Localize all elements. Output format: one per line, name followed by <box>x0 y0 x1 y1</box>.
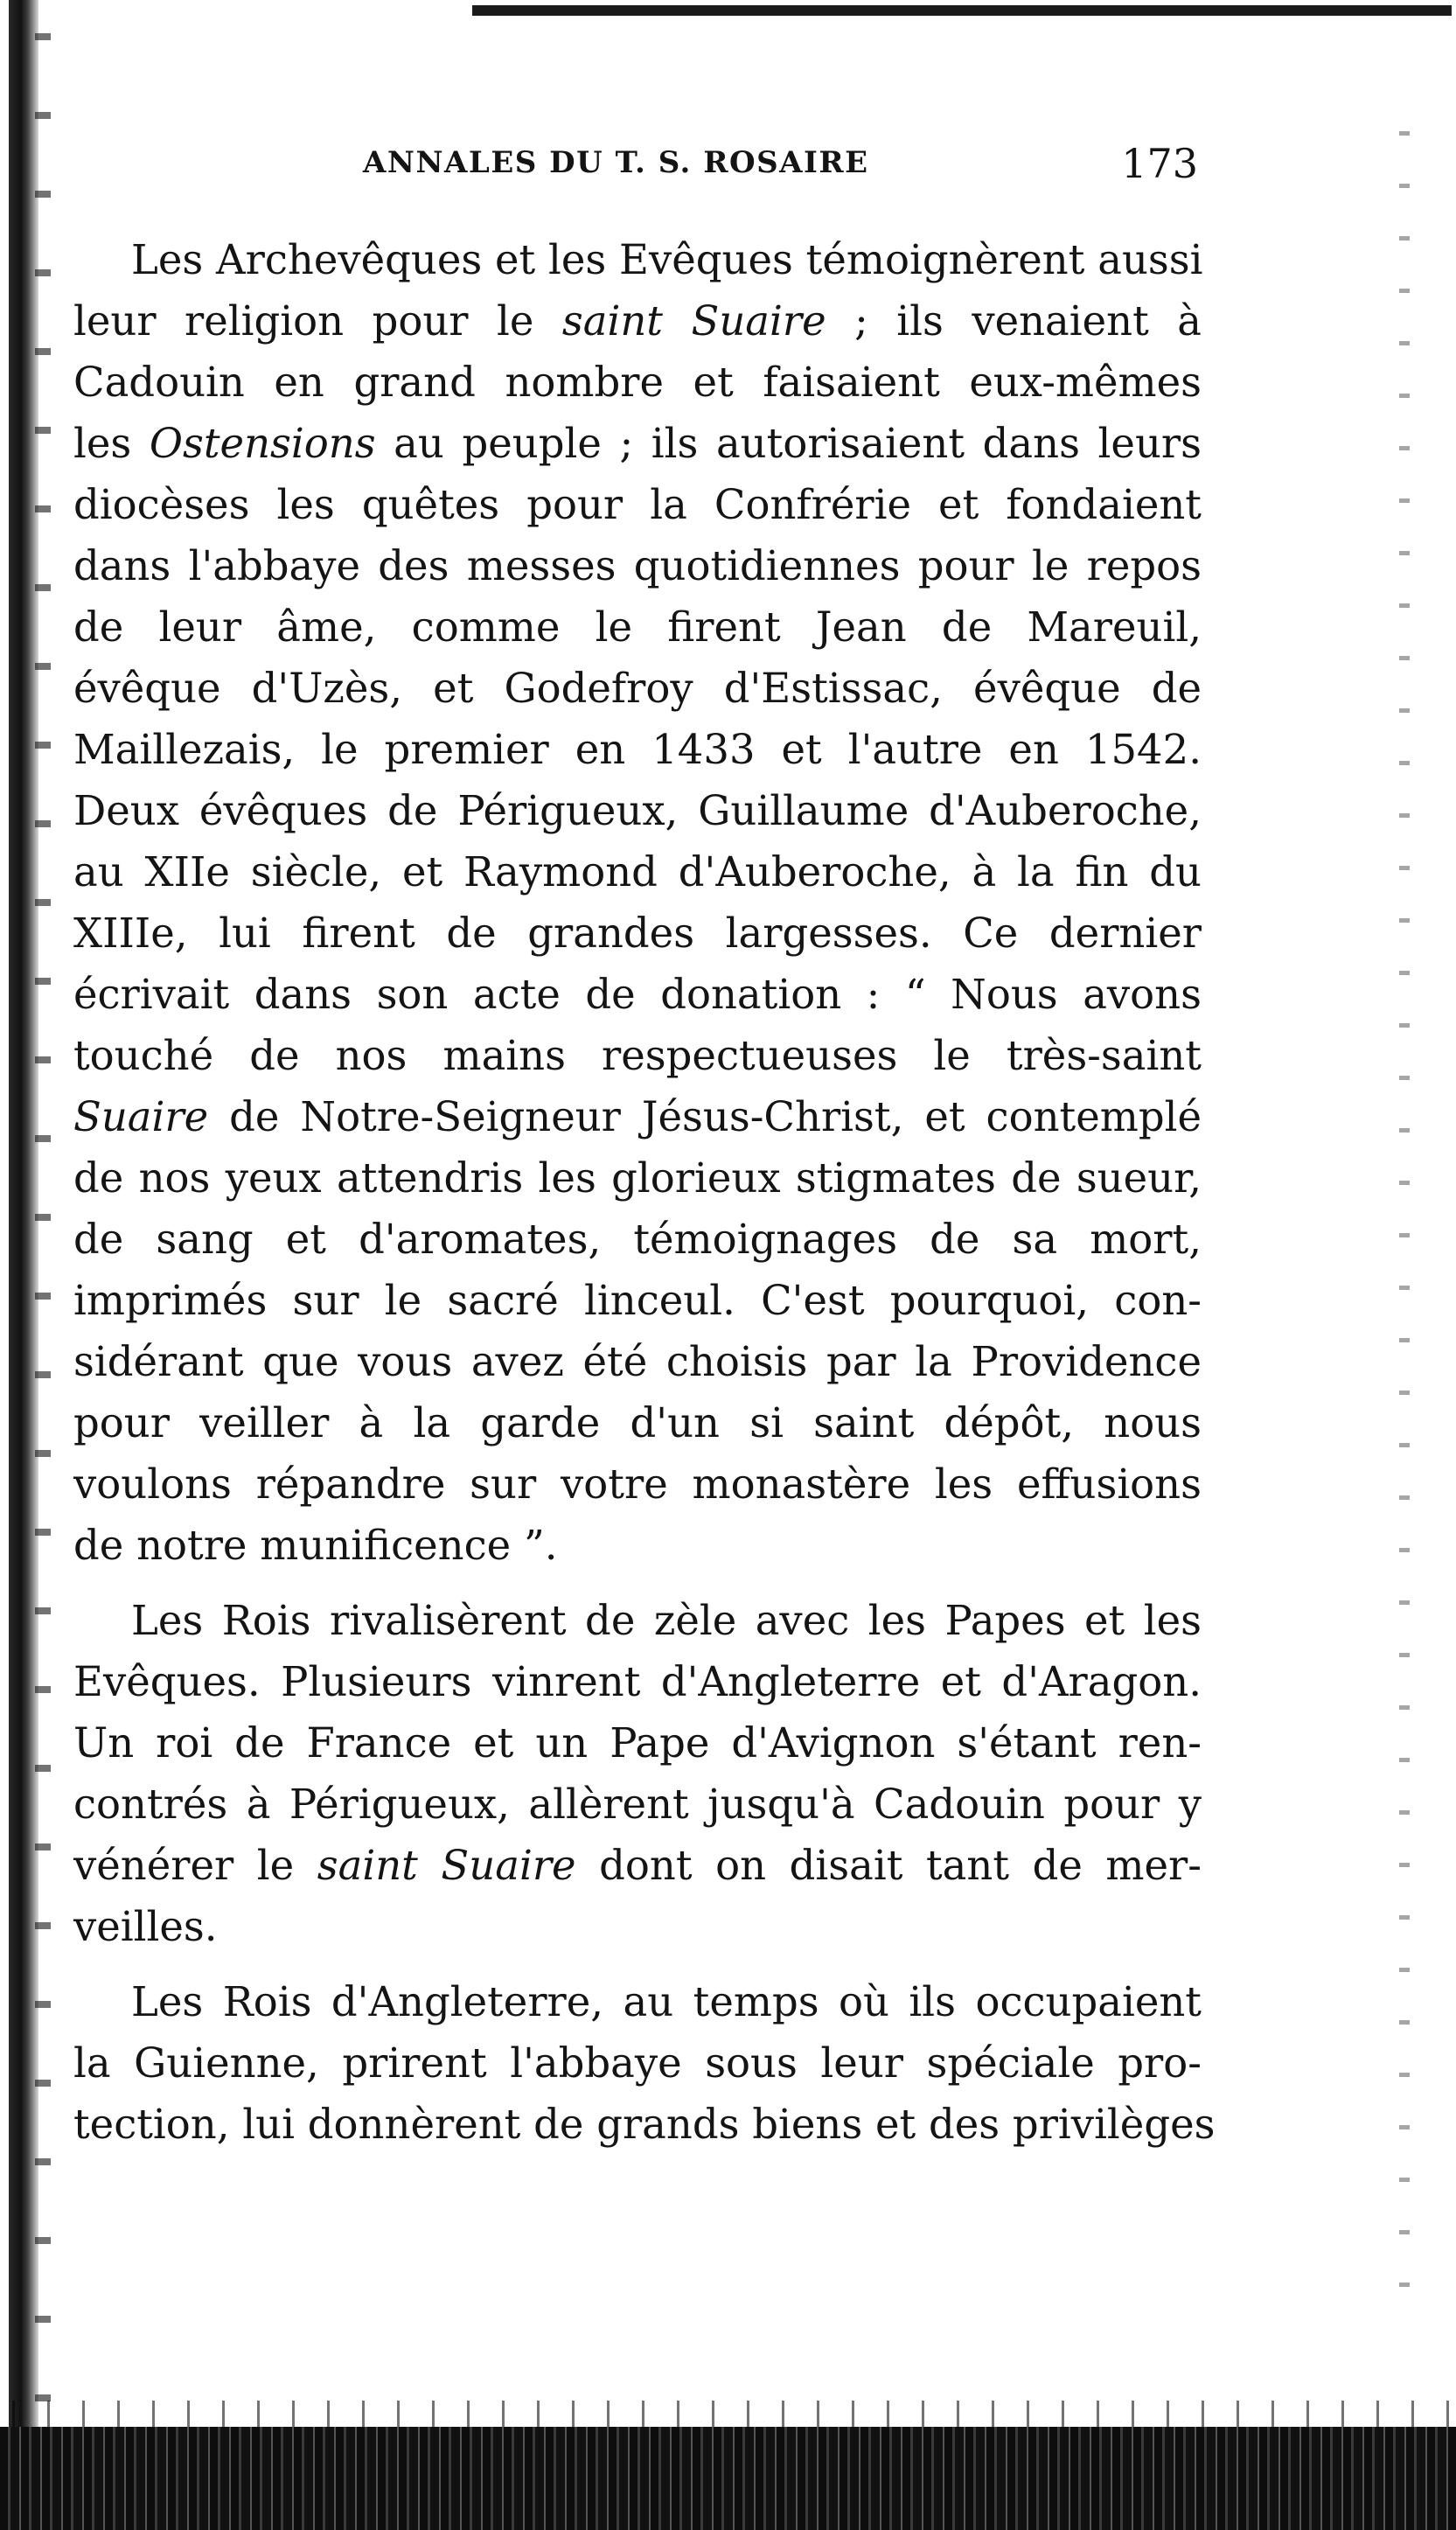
text-run: veilles. <box>73 1903 218 1950</box>
text-run: de sang et d'aromates, témoignages de sa mort, <box>73 1216 1202 1263</box>
paragraph <box>73 1971 1216 2155</box>
italic-phrase: Ostensions <box>149 420 376 467</box>
text-run: sidérant que vous avez été choisis par la Providence <box>73 1338 1202 1385</box>
text-run: Deux évêques de Périgueux, Guillaume d'Auberoche, <box>73 787 1202 834</box>
top-border-rule <box>472 5 1452 16</box>
text-line <box>73 1331 1202 1392</box>
text-run: de Notre-Seigneur Jésus-Christ, et contemplé <box>208 1093 1202 1140</box>
text-run: contrés à Périgueux, allèrent jusqu'à Cadouin pour y <box>73 1781 1202 1828</box>
text-line <box>73 2094 1216 2155</box>
text-run: touché de nos mains respectueuses le très-saint <box>73 1032 1202 1079</box>
page-number: 173 <box>1121 140 1198 187</box>
text-line <box>73 535 1202 596</box>
text-line <box>73 1835 1202 1896</box>
text-line <box>73 1392 1202 1453</box>
text-run: dont on disait tant de mer- <box>575 1842 1202 1889</box>
text-line <box>73 596 1202 658</box>
text-run: de notre munificence ”. <box>73 1522 558 1569</box>
text-run: Evêques. Plusieurs vinrent d'Angleterre et d'Aragon. <box>73 1658 1202 1705</box>
text-run: XIIIe, lui firent de grandes largesses. Ce dernier <box>73 910 1202 957</box>
italic-phrase: Suaire <box>73 1093 209 1140</box>
text-line <box>73 1025 1202 1086</box>
text-run: au peuple ; ils autorisaient dans leurs <box>375 420 1202 467</box>
left-edge-scan-noise <box>35 0 51 2530</box>
right-margin-specks <box>1399 131 1410 2317</box>
bottom-edge-fringe <box>0 2401 1456 2430</box>
text-line <box>73 1712 1202 1774</box>
text-run: pour veiller à la garde d'un si saint dépôt, nous <box>73 1399 1202 1446</box>
text-run: écrivait dans son acte de donation : “ Nous avons <box>73 971 1202 1018</box>
text-run: ; ils venaient à <box>826 297 1202 345</box>
text-run: voulons répandre sur votre monastère les effusions <box>73 1460 1202 1508</box>
text-run: évêque d'Uzès, et Godefroy d'Estissac, évêque de <box>73 665 1202 712</box>
text-line <box>73 1209 1202 1270</box>
paragraph <box>73 229 1202 1576</box>
text-run: imprimés sur le sacré linceul. C'est pourquoi, con- <box>73 1277 1202 1324</box>
text-run: les <box>73 420 150 467</box>
text-line <box>73 352 1202 413</box>
text-line <box>73 1147 1202 1209</box>
text-line <box>73 2032 1202 2094</box>
text-line <box>73 964 1202 1025</box>
text-line <box>73 780 1202 841</box>
text-line <box>73 1270 1202 1331</box>
text-line <box>73 1590 1202 1651</box>
paragraph-gap <box>73 1576 1202 1590</box>
text-run: la Guienne, prirent l'abbaye sous leur spéciale pro- <box>73 2039 1202 2087</box>
text-line <box>73 1896 1202 1957</box>
text-run: de nos yeux attendris les glorieux stigmates de sueur, <box>73 1154 1202 1202</box>
text-run: Les Rois rivalisèrent de zèle avec les Papes et les <box>131 1597 1202 1644</box>
running-title: ANNALES DU T. S. ROSAIRE <box>363 145 869 180</box>
italic-phrase: saint Suaire <box>317 1842 576 1889</box>
text-run: Un roi de France et un Pape d'Avignon s'étant ren- <box>73 1719 1202 1767</box>
text-line <box>73 1453 1202 1515</box>
text-line <box>73 474 1202 535</box>
text-line <box>73 658 1202 719</box>
text-run: Maillezais, le premier en 1433 et l'autre en 1542. <box>73 726 1202 773</box>
text-run: au XIIe siècle, et Raymond d'Auberoche, à la fin du <box>73 848 1202 896</box>
text-run: Cadouin en grand nombre et faisaient eux-mêmes <box>73 359 1202 406</box>
text-line <box>73 1774 1202 1835</box>
left-page-edge <box>0 0 38 2530</box>
paragraph <box>73 1590 1202 1957</box>
text-line <box>73 1086 1202 1147</box>
text-line <box>73 290 1202 352</box>
bottom-page-edge <box>0 2427 1456 2530</box>
text-line <box>73 413 1202 474</box>
italic-phrase: saint Suaire <box>561 297 826 345</box>
text-line <box>73 1515 1202 1576</box>
text-run: Les Rois d'Angleterre, au temps où ils occupaient <box>131 1978 1202 2025</box>
text-line <box>73 841 1202 903</box>
page-header <box>363 140 1198 192</box>
text-run: de leur âme, comme le firent Jean de Mareuil, <box>73 603 1202 651</box>
body-text <box>73 229 1216 2155</box>
text-line <box>73 1651 1202 1712</box>
text-run: vénérer le <box>73 1842 317 1889</box>
text-run: Les Archevêques et les Evêques témoignèrent aussi <box>131 236 1203 283</box>
text-run: leur religion pour le <box>73 297 562 345</box>
text-line <box>73 229 1202 290</box>
text-run: dans l'abbaye des messes quotidiennes pour le repos <box>73 542 1202 589</box>
text-line <box>73 1971 1202 2032</box>
text-line <box>73 719 1202 780</box>
paragraph-gap <box>73 1957 1202 1971</box>
text-run: tection, lui donnèrent de grands biens et des privilèges <box>73 2101 1216 2148</box>
text-run: diocèses les quêtes pour la Confrérie et fondaient <box>73 481 1202 528</box>
text-line <box>73 903 1202 964</box>
